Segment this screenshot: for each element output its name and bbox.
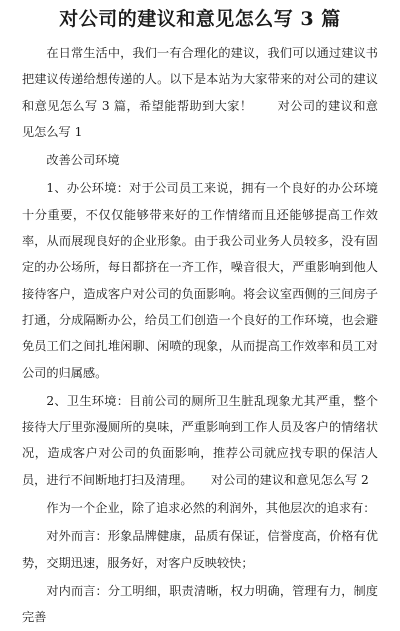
paragraph-external: 对外而言：形象品牌健康，品质有保证，信誉度高，价格有优势，交期迅速，服务好，对客户反映较快； xyxy=(22,529,378,570)
paragraph-hygiene-environment: 2、卫生环境：目前公司的厕所卫生脏乱现象尤其严重，整个接待大厅里弥漫厕所的臭味，严重影响到工作人员及客户的情绪状况，造成客户对公司的负面影响，推荐公司就应找专职的保洁人员，进行不间断地打扫及清理。 对公司的建议和意见怎么写 2 xyxy=(22,393,378,487)
paragraph-intro: 在日常生活中，我们一有合理化的建议，我们可以通过建议书把建议传递给想传递的人。以下是本站为大家带来的对公司的建议和意见怎么写 3 篇，希望能帮助到大家！ 对公司的建议和意见怎么写 1 xyxy=(22,46,378,139)
document-title: 对公司的建议和意见怎么写 3 篇 xyxy=(59,8,341,30)
paragraph-heading-environment: 改善公司环境 xyxy=(46,153,120,168)
paragraph-enterprise-pursuit: 作为一个企业，除了追求必然的利润外，其他层次的追求有： xyxy=(46,501,376,516)
paragraph-internal: 对内而言：分工明细，职责清晰，权力明确，管理有力，制度完善 xyxy=(22,583,378,625)
paragraph-office-environment: 1、办公环境：对于公司员工来说，拥有一个良好的办公环境十分重要，不仅仅能够带来好的工作情绪而且还能够提高工作效率，从而展现良好的企业形象。由于我公司业务人员较多，没有固定的办公场所，每日都挤在一齐工作，噪音很大，严重影响到他人接待客户，造成客户对公司的负面影响。将会议室西侧的三间房子打通，分成隔断办公，给员工们创造一个良好的工作环境，也会避免员工们之间扎堆闲聊、闲喷的现象，从而提高工作效率和员工对公司的归属感。 xyxy=(22,181,378,380)
document-body xyxy=(22,40,378,631)
